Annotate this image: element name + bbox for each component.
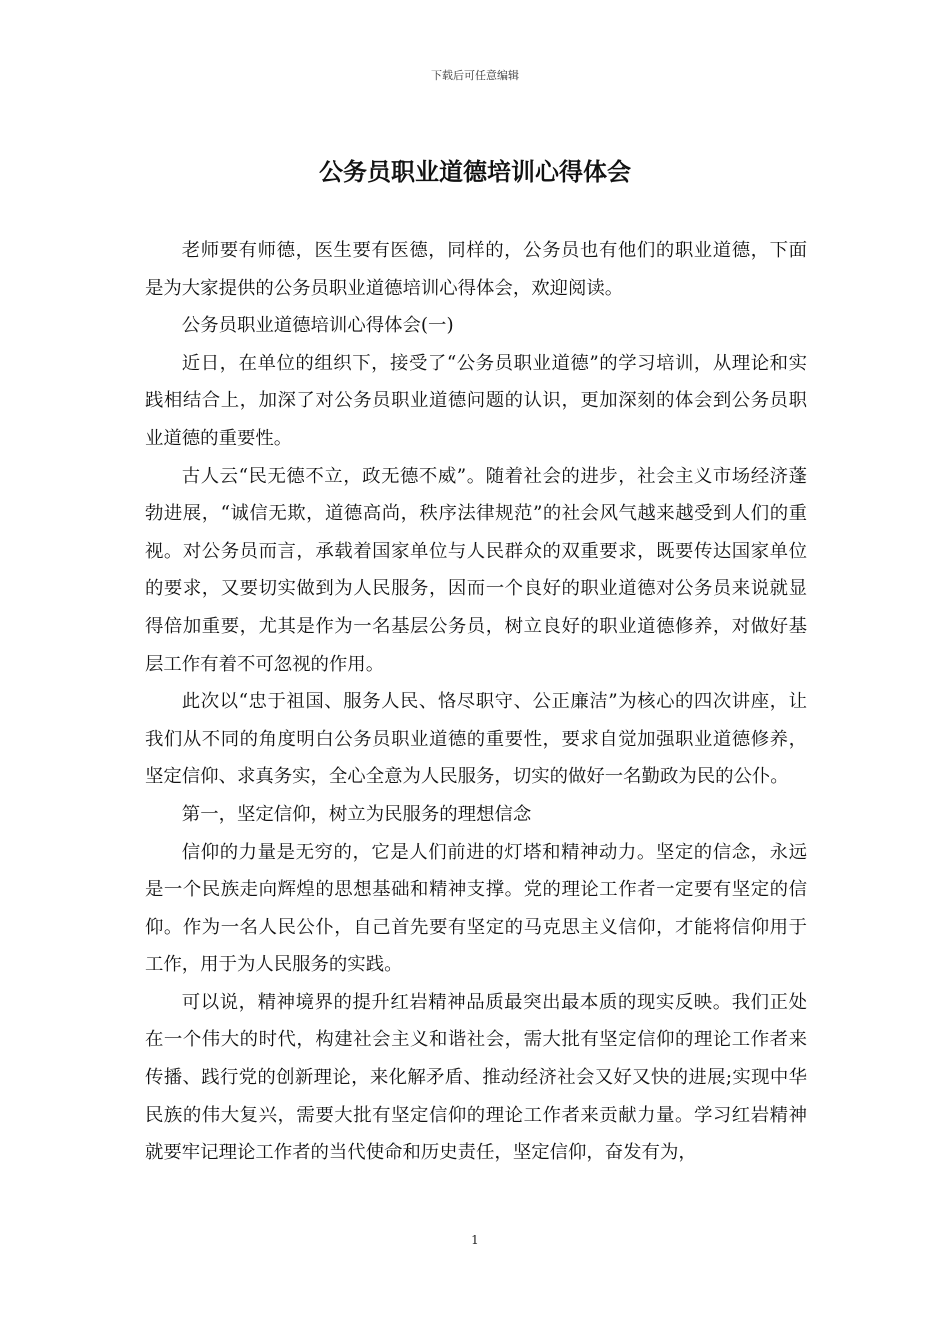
paragraph: 此次以“忠于祖国、服务人民、恪尽职守、公正廉洁”为核心的四次讲座，让我们从不同的角度明白公务员职业道德的重要性，要求自觉加强职业道德修养，坚定信仰、求真务实，全心全意为人民服务，切实的做好一名勤政为民的公仆。	[145, 691, 807, 788]
header-note: 下载后可任意编辑	[431, 69, 519, 82]
document-title: 公务员职业道德培训心得体会	[319, 157, 631, 186]
paragraph: 近日，在单位的组织下，接受了“公务员职业道德”的学习培训，从理论和实践相结合上，加深了对公务员职业道德问题的认识，更加深刻的体会到公务员职业道德的重要性。	[145, 352, 807, 449]
section-heading: 公务员职业道德培训心得体会(一)	[181, 315, 454, 337]
paragraph-intro: 老师要有师德，医生要有医德，同样的，公务员也有他们的职业道德，下面是为大家提供的公务员职业道德培训心得体会，欢迎阅读。	[145, 240, 807, 299]
paragraph: 信仰的力量是无穷的，它是人们前进的灯塔和精神动力。坚定的信念，永远是一个民族走向辉煌的思想基础和精神支撑。党的理论工作者一定要有坚定的信仰。作为一名人民公仆，自己首先要有坚定的马克思主义信仰，才能将信仰用于工作，用于为人民服务的实践。	[145, 841, 807, 976]
paragraph: 可以说，精神境界的提升红岩精神品质最突出最本质的现实反映。我们正处在一个伟大的时代，构建社会主义和谐社会，需大批有坚定信仰的理论工作者来传播、践行党的创新理论，来化解矛盾、推动经济社会又好又快的进展;实现中华民族的伟大复兴，需要大批有坚定信仰的理论工作者来贡献力量。学习红岩精神就要牢记理论工作者的当代使命和历史责任，坚定信仰，奋发有为，	[145, 991, 807, 1164]
page-number: 1	[471, 1233, 479, 1247]
paragraph: 古人云“民无德不立，政无德不威”。随着社会的进步，社会主义市场经济蓬勃进展，“诚信无欺，道德高尚，秩序法律规范”的社会风气越来越受到人们的重视。对公务员而言，承载着国家单位与人民群众的双重要求，既要传达国家单位的要求，又要切实做到为人民服务，因而一个良好的职业道德对公务员来说就显得倍加重要，尤其是作为一名基层公务员，树立良好的职业道德修养，对做好基层工作有着不可忽视的作用。	[145, 465, 807, 675]
subsection-heading: 第一，坚定信仰，树立为民服务的理想信念	[181, 803, 532, 825]
document-body	[145, 232, 807, 1172]
